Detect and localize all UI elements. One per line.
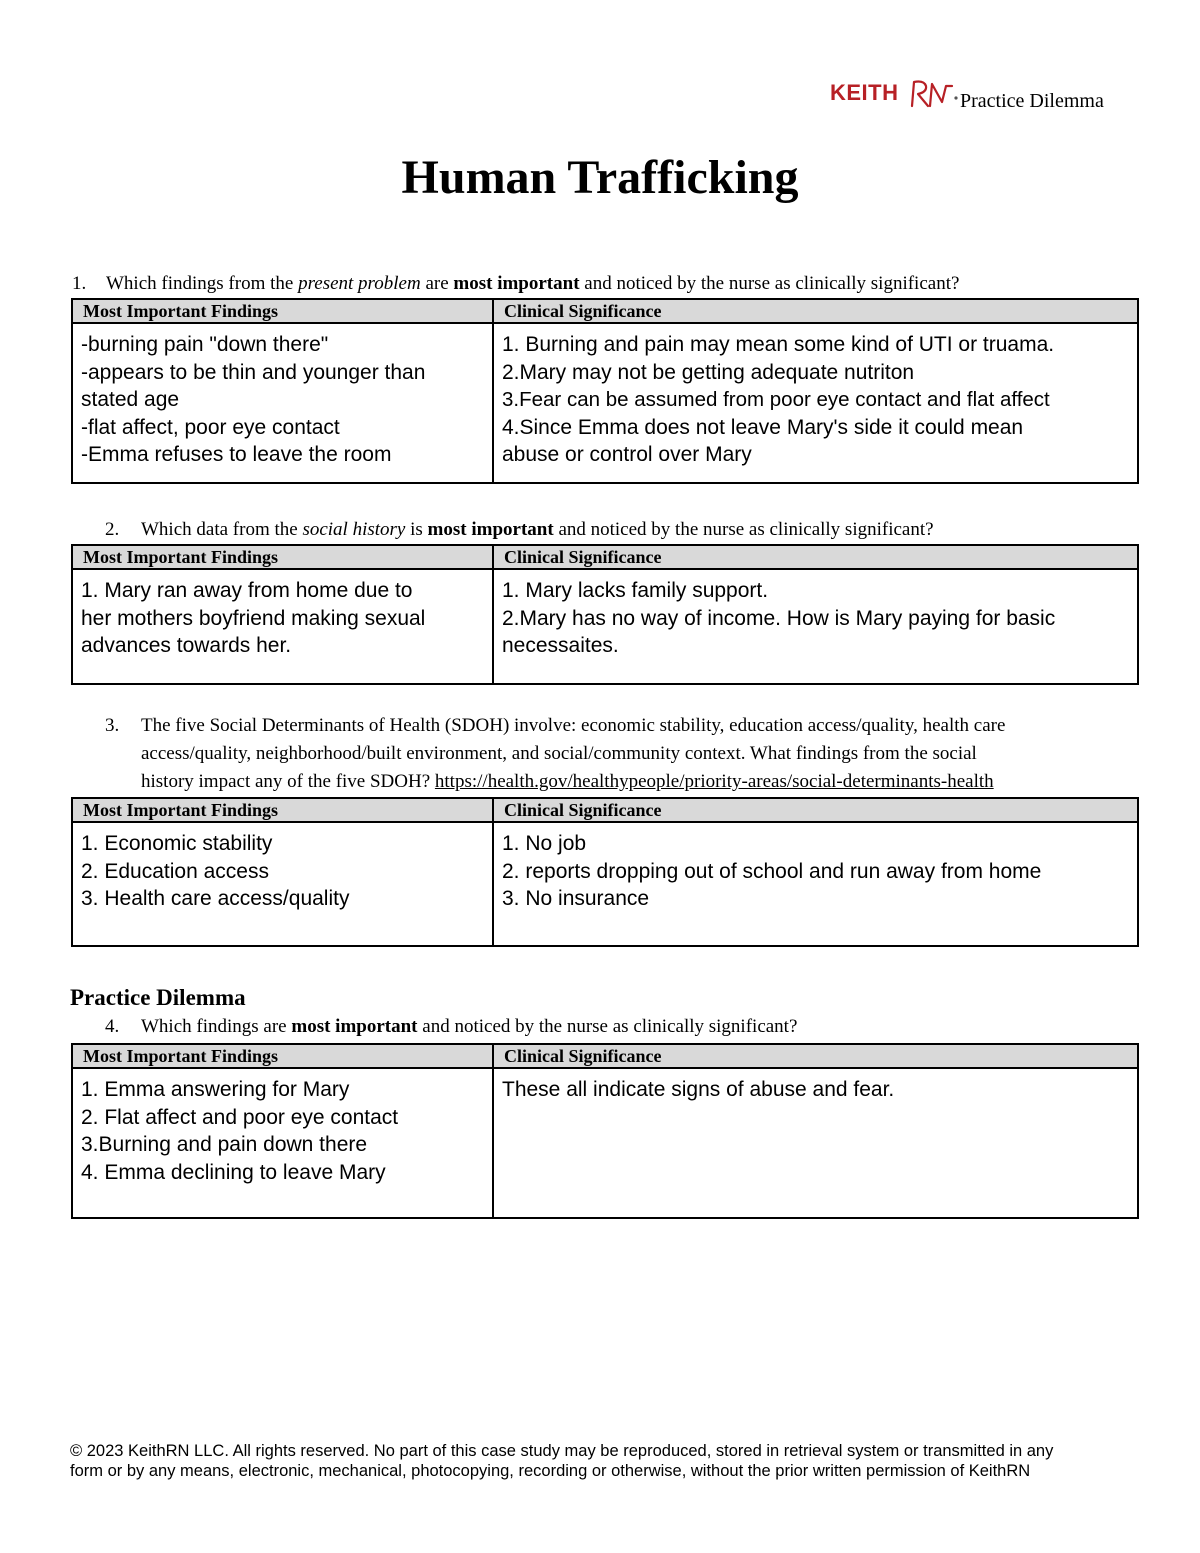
question-text: Which findings from the [106, 273, 299, 294]
finding-line: 2. Education access [81, 859, 269, 883]
footer-line: form or by any means, electronic, mechanical, photocopying, recording or otherwise, without the prior written permission of KeithRN [70, 1462, 1031, 1480]
question-text: The five Social Determinants of Health (SDOH) involve: economic stability, education access/quality, health care [141, 715, 1006, 736]
keithrn-logo [830, 76, 1130, 116]
footer-line: © 2023 KeithRN LLC. All rights reserved. No part of this case study may be reproduced, stored in retrieval system or transmitted in any [70, 1442, 1054, 1460]
significance-line: 2.Mary may not be getting adequate nutriton [502, 360, 915, 384]
significance-line: necessaites. [502, 634, 619, 657]
column-header: Most Important Findings [72, 798, 493, 822]
finding-line: advances towards her. [81, 634, 292, 657]
finding-line: 2. Flat affect and poor eye contact [81, 1105, 399, 1129]
findings-cell [72, 323, 493, 483]
column-header: Most Important Findings [72, 299, 493, 323]
finding-line: 1. Mary ran away from home due to [81, 579, 413, 602]
significance-line: 4.Since Emma does not leave Mary's side it could mean [502, 415, 1024, 439]
column-header: Most Important Findings [72, 545, 493, 569]
findings-table-4 [71, 1043, 1139, 1219]
finding-line: stated age [81, 388, 180, 411]
column-header: Clinical Significance [493, 545, 1138, 569]
logo-keith-text: KEITH [830, 80, 899, 105]
significance-line: 3. No insurance [502, 887, 650, 910]
finding-line: 4. Emma declining to leave Mary [81, 1160, 386, 1184]
significance-line: 2. reports dropping out of school and run away from home [502, 859, 1042, 883]
sdoh-link[interactable]: https://health.gov/healthypeople/priority-areas/social-determinants-health [434, 771, 994, 792]
finding-line: her mothers boyfriend making sexual [81, 606, 426, 630]
question-emphasis: present problem [298, 273, 421, 294]
header-label: Practice Dilemma [960, 90, 1104, 112]
question-text: Which data from the [141, 519, 303, 540]
logo-rn-mark [908, 76, 960, 110]
significance-cell [493, 822, 1138, 946]
page-title: Human Trafficking [401, 151, 799, 204]
section-heading: Practice Dilemma [70, 985, 246, 1010]
significance-cell [493, 569, 1138, 684]
question-text: and noticed by the nurse as clinically significant? [417, 1016, 798, 1037]
significance-line: 1. No job [502, 832, 587, 855]
finding-line: 3.Burning and pain down there [81, 1133, 368, 1156]
findings-cell [72, 569, 493, 684]
findings-table-2 [71, 544, 1139, 685]
significance-line: 1. Burning and pain may mean some kind of UTI or truama. [502, 333, 1055, 356]
column-header: Clinical Significance [493, 798, 1138, 822]
finding-line: -appears to be thin and younger than [81, 360, 426, 384]
significance-line: abuse or control over Mary [502, 443, 752, 466]
significance-cell [493, 1068, 1138, 1218]
question-bold: most important [291, 1016, 418, 1037]
finding-line: -flat affect, poor eye contact [81, 415, 340, 439]
question-text: access/quality, neighborhood/built environment, and social/community context. What findings from the social [141, 743, 977, 764]
significance-cell [493, 323, 1138, 483]
copyright-footer [70, 1441, 1150, 1481]
column-header: Clinical Significance [493, 1044, 1138, 1068]
finding-line: 3. Health care access/quality [81, 887, 350, 910]
finding-line: -burning pain "down there" [81, 333, 329, 356]
question-bold: most important [453, 273, 580, 294]
finding-line: -Emma refuses to leave the room [81, 443, 392, 466]
question-number: 2. [105, 519, 120, 540]
question-text: are [420, 273, 454, 294]
question-text: Which findings are [141, 1016, 292, 1037]
question-text: and noticed by the nurse as clinically significant? [579, 273, 960, 294]
significance-line: 3.Fear can be assumed from poor eye contact and flat affect [502, 388, 1050, 411]
findings-table-3 [71, 797, 1139, 947]
question-text: history impact any of the five SDOH? [141, 771, 435, 792]
column-header: Clinical Significance [493, 299, 1138, 323]
significance-line: These all indicate signs of abuse and fear. [502, 1078, 895, 1101]
question-bold: most important [427, 519, 554, 540]
column-header: Most Important Findings [72, 1044, 493, 1068]
findings-table-1 [71, 298, 1139, 484]
question-number: 3. [105, 715, 120, 736]
question-text: is [405, 519, 428, 540]
finding-line: 1. Economic stability [81, 832, 273, 855]
significance-line: 2.Mary has no way of income. How is Mary paying for basic [502, 606, 1056, 630]
findings-cell [72, 822, 493, 946]
question-text: and noticed by the nurse as clinically significant? [553, 519, 934, 540]
findings-cell [72, 1068, 493, 1218]
finding-line: 1. Emma answering for Mary [81, 1078, 350, 1101]
question-emphasis: social history [302, 519, 406, 540]
significance-line: 1. Mary lacks family support. [502, 579, 769, 602]
question-number: 4. [105, 1016, 120, 1037]
question-number: 1. [72, 273, 87, 294]
